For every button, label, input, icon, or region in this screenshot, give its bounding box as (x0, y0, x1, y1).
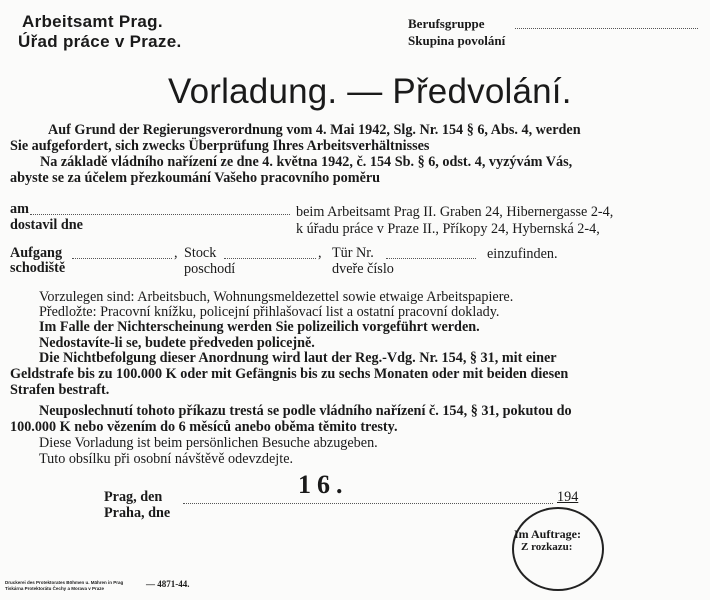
printer-imprint-czech: Tiskárna Protektorátu Čechy a Morava v Praze (5, 586, 104, 591)
aufgang-label-czech: schodiště (10, 260, 66, 276)
penalty-czech-line-2: 100.000 K nebo vězením do 6 měsíců anebo oběma těmito tresty. (10, 419, 398, 435)
penalty-german-line-2: Geldstrafe bis zu 100.000 K oder mit Gefängnis bis zu sechs Monaten oder mit beiden diesen (10, 366, 569, 382)
penalty-czech-line-1: Neuposlechnutí tohoto příkazu trestá se podle vládního nařízení č. 154, § 31, pokutou do (39, 403, 572, 419)
office-name-german: Arbeitsamt Prag. (22, 12, 163, 31)
penalty-german-line-1: Die Nichtbefolgung dieser Anordnung wird laut der Reg.-Vdg. Nr. 154, § 31, mit einer (39, 350, 557, 366)
staircase-field[interactable] (72, 258, 172, 259)
date-label-czech: Praha, dne (104, 505, 171, 521)
documents-required-czech: Předložte: Pracovní knížku, policejní přihlašovací list a ostatní pracovní doklady. (39, 304, 500, 320)
documents-required-german: Vorzulegen sind: Arbeitsbuch, Wohnungsmeldezettel sowie etwaige Arbeitspapiere. (39, 289, 514, 305)
intro-german-line-2: Sie aufgefordert, sich zwecks Überprüfung Ihres Arbeitsverhältnisses (10, 138, 430, 154)
aufgang-label-german: Aufgang (10, 245, 63, 261)
floor-field[interactable] (224, 258, 316, 259)
intro-czech-line-1: Na základě vládního nařízení ze dne 4. května 1942, č. 154 Sb. § 6, odst. 4, vyzývám Vás, (40, 154, 573, 170)
office-address-german: beim Arbeitsamt Prag II. Graben 24, Hibernergasse 2-4, (296, 204, 614, 220)
office-address-czech: k úřadu práce v Praze II., Příkopy 24, Hybernská 2-4, (296, 221, 600, 237)
office-name-czech: Úřad práce v Praze. (18, 32, 182, 51)
hand-in-notice-czech: Tuto obsílku při osobní návštěvě odevzdejte. (39, 451, 294, 467)
nonappearance-warning-czech: Nedostavíte-li se, budete předveden policejně. (39, 335, 315, 351)
intro-czech-line-2: abyste se za účelem přezkoumání Vašeho pracovního poměru (10, 170, 381, 186)
stamp-text-czech: Z rozkazu: (521, 541, 573, 553)
comma-2: , (318, 245, 322, 261)
document-title: Vorladung. — Předvolání. (168, 72, 572, 111)
penalty-german-line-3: Strafen bestraft. (10, 382, 110, 398)
date-label-german: Prag, den (104, 489, 163, 505)
profession-group-field[interactable] (515, 28, 698, 29)
tur-label-czech: dveře číslo (332, 261, 394, 277)
comma-1: , (174, 245, 178, 261)
tur-label-german: Tür Nr. (332, 245, 374, 261)
profession-group-label-czech: Skupina povolání (408, 33, 506, 48)
profession-group-label-german: Berufsgruppe (408, 16, 485, 31)
intro-german-line-1: Auf Grund der Regierungsverordnung vom 4. Mai 1942, Slg. Nr. 154 § 6, Abs. 4, werden (48, 122, 581, 138)
stock-label-czech: poschodí (184, 261, 236, 277)
nonappearance-warning-german: Im Falle der Nichterscheinung werden Sie polizeilich vorgeführt werden. (39, 319, 480, 335)
print-number: — 4871-44. (146, 579, 190, 589)
am-label-czech: dostavil dne (10, 217, 83, 233)
einzufinden-text: einzufinden. (487, 246, 558, 262)
door-number-field[interactable] (386, 258, 476, 259)
printer-imprint-german: Druckerei des Protektorates Böhmen u. Mähren in Prag (5, 580, 124, 585)
issue-date-field[interactable] (183, 503, 553, 504)
stock-label-german: Stock (184, 245, 217, 261)
year-prefix: 194 (557, 489, 579, 505)
hand-in-notice-german: Diese Vorladung ist beim persönlichen Besuche abzugeben. (39, 435, 378, 451)
appointment-date-field[interactable] (30, 214, 290, 215)
am-label-german: am (10, 201, 29, 217)
stamped-date-value: 16. (298, 470, 349, 499)
stamp-text-german: Im Auftrage: (514, 527, 581, 541)
